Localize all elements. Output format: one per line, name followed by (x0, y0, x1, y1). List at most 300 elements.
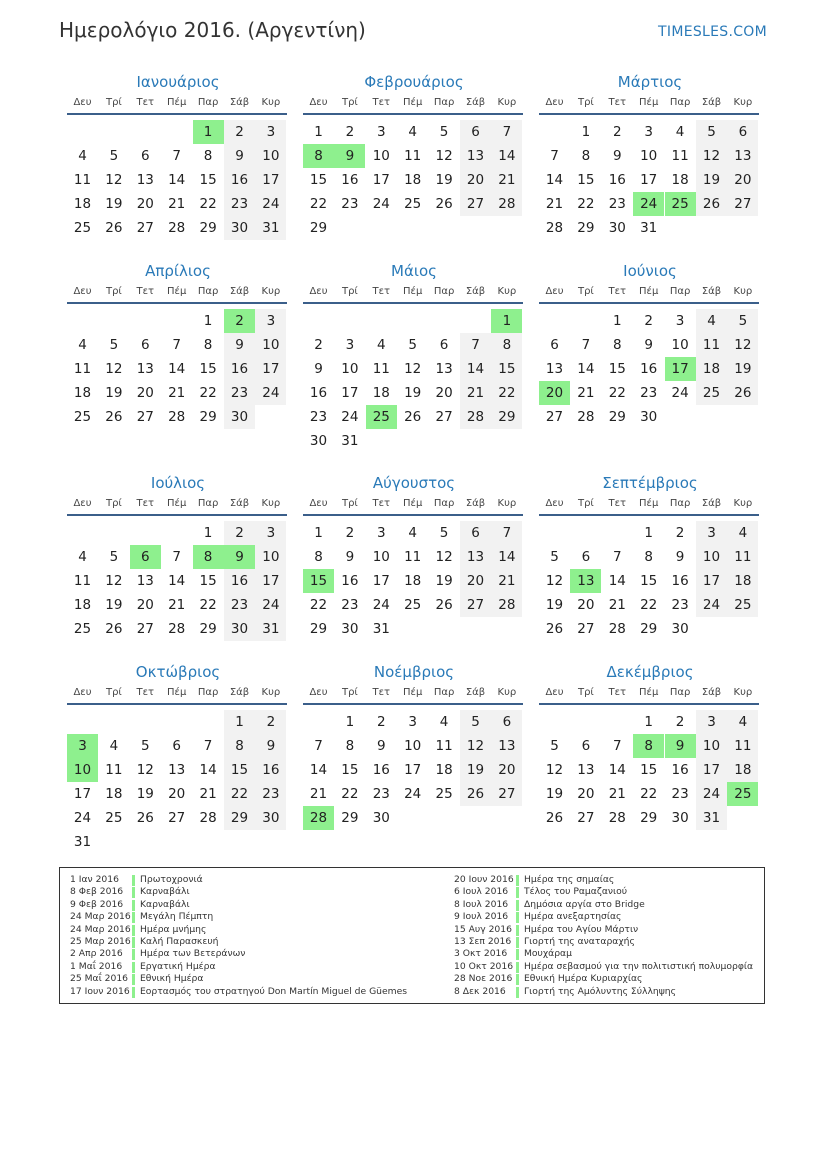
day-cell: 1 (314, 124, 323, 140)
day-cell: 10 (255, 333, 286, 357)
day-cell: 9 (255, 734, 286, 758)
weekday-label: Σάβ (229, 286, 250, 297)
day-cell: 14 (168, 573, 186, 589)
weekday-label: Τετ (372, 498, 391, 509)
holiday-color-marker (516, 974, 519, 985)
day-cell: 26 (696, 192, 727, 216)
day-cell: 12 (727, 333, 758, 357)
legend-holiday-name: Μουχάραμ (524, 948, 572, 960)
holiday-day-cell: 8 (303, 144, 334, 168)
day-cell: 3 (408, 714, 417, 730)
day-cell: 18 (671, 172, 689, 188)
day-cell: 14 (460, 357, 491, 381)
day-cell: 13 (168, 762, 186, 778)
day-cell: 30 (671, 810, 689, 826)
day-cell: 21 (168, 597, 186, 613)
day-cell: 27 (136, 621, 154, 637)
day-cell: 3 (644, 124, 653, 140)
day-cell: 18 (727, 758, 758, 782)
day-cell: 23 (671, 786, 689, 802)
day-cell: 2 (675, 714, 685, 730)
weekday-label: Σάβ (465, 687, 486, 698)
day-cell: 2 (314, 337, 323, 353)
day-cell: 25 (696, 381, 727, 405)
holiday-color-marker (516, 900, 519, 911)
holiday-day-cell: 2 (224, 309, 255, 333)
header-rule (303, 302, 523, 304)
day-cell: 28 (199, 810, 217, 826)
legend-date: 20 Ιουν 2016 (454, 874, 514, 885)
day-cell: 22 (199, 196, 217, 212)
day-cell: 9 (613, 148, 622, 164)
day-cell: 13 (435, 361, 453, 377)
day-cell: 28 (608, 621, 626, 637)
day-cell: 23 (640, 385, 658, 401)
day-cell: 9 (224, 333, 255, 357)
day-cell: 24 (404, 786, 422, 802)
day-cell: 8 (224, 734, 255, 758)
weekday-label: Παρ (197, 286, 219, 297)
holiday-color-marker (132, 974, 135, 985)
weekday-label: Κυρ (733, 286, 753, 297)
holiday-day-cell: 6 (130, 545, 161, 569)
day-cell: 17 (372, 573, 390, 589)
day-cell: 16 (372, 762, 390, 778)
day-cell: 17 (696, 569, 727, 593)
day-cell: 4 (78, 549, 87, 565)
day-cell: 8 (644, 549, 653, 565)
day-cell: 4 (727, 710, 758, 734)
weekday-label: Δευ (309, 687, 328, 698)
day-cell: 11 (671, 148, 689, 164)
day-cell: 16 (671, 573, 689, 589)
day-cell: 29 (199, 220, 217, 236)
day-cell: 30 (255, 806, 286, 830)
day-cell: 19 (545, 597, 564, 613)
day-cell: 1 (644, 714, 653, 730)
legend-holiday-name: Ημέρα σεβασμού για την πολιτιστική πολυμορφία (524, 960, 754, 972)
day-cell: 18 (435, 762, 453, 778)
day-cell: 6 (550, 337, 559, 353)
day-cell: 28 (545, 220, 564, 236)
day-cell: 19 (105, 385, 123, 401)
day-cell: 24 (696, 782, 727, 806)
day-cell: 8 (345, 738, 355, 754)
legend-date: 15 Αυγ 2016 (454, 923, 512, 935)
holiday-day-cell: 1 (491, 309, 522, 333)
legend-date: 17 Ιουν 2016 (70, 985, 130, 997)
day-cell: 31 (696, 806, 727, 830)
day-cell: 28 (491, 192, 522, 216)
day-cell: 6 (581, 549, 591, 565)
day-cell: 5 (439, 124, 449, 140)
holiday-day-cell: 9 (665, 734, 696, 758)
day-cell: 19 (136, 786, 154, 802)
legend-holiday-name: Εθνική Ημέρα Κυριαρχίας (524, 973, 643, 985)
weekday-label: Παρ (433, 286, 455, 297)
month-name: Μάιος (391, 262, 437, 280)
holiday-day-cell: 25 (665, 192, 696, 216)
weekday-label: Σάβ (465, 286, 486, 297)
month-name: Ιανουάριος (136, 73, 220, 91)
weekday-label: Σάβ (229, 97, 250, 108)
legend-holiday-name: Εργατική Ημέρα (140, 960, 216, 972)
day-cell: 19 (545, 786, 564, 802)
day-cell: 6 (491, 710, 522, 734)
weekday-label: Κυρ (261, 687, 281, 698)
day-cell: 18 (105, 786, 123, 802)
weekday-label: Παρ (433, 97, 455, 108)
day-cell: 31 (372, 621, 390, 637)
weekday-label: Τετ (608, 97, 627, 108)
month-name: Ιούλιος (150, 474, 206, 492)
holiday-day-cell: 24 (633, 192, 664, 216)
legend-date: 9 Ιουλ 2016 (454, 911, 509, 923)
day-cell: 11 (435, 738, 453, 754)
legend-date: 3 Οκτ 2016 (454, 948, 508, 960)
weekday-label: Κυρ (261, 498, 281, 509)
day-cell: 23 (372, 786, 390, 802)
day-cell: 14 (491, 144, 522, 168)
day-cell: 19 (404, 385, 422, 401)
legend-holiday-name: Ημέρα ανεξαρτησίας (524, 911, 622, 923)
day-cell: 20 (136, 196, 154, 212)
holiday-color-marker (132, 937, 135, 948)
day-cell: 14 (608, 573, 626, 589)
header-rule (303, 703, 523, 705)
day-cell: 20 (136, 597, 154, 613)
day-cell: 15 (199, 172, 217, 188)
day-cell: 1 (613, 313, 622, 329)
weekday-label: Τρί (577, 97, 594, 108)
weekday-label: Τετ (608, 687, 627, 698)
day-cell: 16 (255, 758, 286, 782)
day-cell: 5 (109, 337, 119, 353)
day-cell: 19 (460, 758, 491, 782)
month-name: Φεβρουάριος (364, 73, 464, 91)
day-cell: 28 (577, 409, 595, 425)
day-cell: 16 (224, 357, 255, 381)
day-cell: 27 (577, 810, 595, 826)
day-cell: 17 (404, 762, 422, 778)
day-cell: 21 (309, 786, 328, 802)
day-cell: 8 (203, 337, 213, 353)
legend-holiday-name: Ημέρα του Αγίου Μάρτιν (524, 923, 639, 935)
day-cell: 10 (671, 337, 689, 353)
day-cell: 9 (314, 361, 323, 377)
day-cell: 21 (491, 168, 522, 192)
holiday-color-marker (132, 987, 135, 998)
month-name: Απρίλιος (145, 262, 211, 280)
day-cell: 3 (255, 309, 286, 333)
weekday-label: Κυρ (261, 286, 281, 297)
weekday-label: Δευ (545, 286, 564, 297)
day-cell: 20 (577, 786, 595, 802)
day-cell: 1 (224, 710, 255, 734)
legend-holiday-name: Δημόσια αργία στο Bridge (524, 898, 645, 910)
day-cell: 10 (255, 144, 286, 168)
page-title: Ημερολόγιο 2016. (Αργεντίνη) (59, 18, 366, 42)
month-name: Σεπτέμβριος (602, 474, 698, 492)
day-cell: 27 (577, 621, 595, 637)
day-cell: 20 (577, 597, 595, 613)
day-cell: 30 (224, 216, 255, 240)
day-cell: 10 (640, 148, 658, 164)
month-name: Αύγουστος (372, 474, 456, 492)
day-cell: 26 (460, 782, 491, 806)
weekday-label: Πέμ (639, 286, 659, 297)
weekday-label: Τρί (577, 498, 594, 509)
day-cell: 11 (73, 573, 92, 589)
weekday-label: Κυρ (497, 97, 517, 108)
header-rule (539, 514, 759, 516)
day-cell: 15 (640, 573, 658, 589)
day-cell: 5 (550, 549, 559, 565)
day-cell: 28 (460, 405, 491, 429)
day-cell: 13 (460, 144, 491, 168)
day-cell: 7 (491, 521, 522, 545)
weekday-label: Παρ (669, 286, 691, 297)
holiday-color-marker (132, 925, 135, 936)
day-cell: 2 (345, 525, 355, 541)
day-cell: 21 (491, 569, 522, 593)
day-cell: 21 (168, 385, 186, 401)
day-cell: 17 (640, 172, 658, 188)
holiday-day-cell: 25 (727, 782, 758, 806)
day-cell: 16 (341, 172, 359, 188)
legend-date: 24 Μαρ 2016 (70, 923, 131, 935)
day-cell: 15 (224, 758, 255, 782)
day-cell: 16 (608, 172, 626, 188)
day-cell: 16 (309, 385, 328, 401)
weekday-label: Τρί (341, 687, 358, 698)
day-cell: 3 (255, 521, 286, 545)
legend-date: 1 Ιαν 2016 (70, 874, 119, 885)
day-cell: 17 (372, 172, 390, 188)
day-cell: 12 (105, 573, 123, 589)
day-cell: 9 (224, 144, 255, 168)
day-cell: 7 (491, 120, 522, 144)
day-cell: 24 (255, 381, 286, 405)
header-rule (539, 302, 759, 304)
day-cell: 23 (608, 196, 626, 212)
day-cell: 14 (545, 172, 564, 188)
legend-date: 2 Απρ 2016 (70, 948, 123, 960)
weekday-label: Σάβ (701, 687, 722, 698)
legend-date: 10 Οκτ 2016 (454, 960, 514, 972)
weekday-label: Τετ (136, 498, 155, 509)
day-cell: 23 (341, 196, 359, 212)
day-cell: 17 (255, 569, 286, 593)
day-cell: 7 (314, 738, 323, 754)
day-cell: 23 (224, 381, 255, 405)
brand-logo[interactable]: TIMESLES.COM (658, 24, 767, 40)
legend-holiday-name: Εθνική Ημέρα (140, 973, 204, 985)
day-cell: 21 (545, 196, 564, 212)
day-cell: 25 (105, 810, 123, 826)
day-cell: 29 (309, 621, 328, 637)
weekday-label: Τρί (341, 498, 358, 509)
day-cell: 26 (404, 409, 422, 425)
day-cell: 3 (696, 521, 727, 545)
weekday-label: Δευ (545, 498, 564, 509)
day-cell: 30 (608, 220, 626, 236)
day-cell: 25 (435, 786, 453, 802)
day-cell: 27 (460, 192, 491, 216)
day-cell: 29 (309, 220, 328, 236)
day-cell: 30 (224, 617, 255, 641)
day-cell: 24 (671, 385, 689, 401)
weekday-label: Κυρ (497, 286, 517, 297)
holiday-day-cell: 1 (193, 120, 224, 144)
day-cell: 22 (608, 385, 626, 401)
day-cell: 23 (224, 192, 255, 216)
weekday-label: Πέμ (167, 97, 187, 108)
day-cell: 11 (73, 361, 92, 377)
day-cell: 22 (640, 597, 658, 613)
day-cell: 14 (491, 545, 522, 569)
day-cell: 29 (341, 810, 359, 826)
day-cell: 12 (105, 361, 123, 377)
day-cell: 24 (372, 597, 390, 613)
legend-date: 13 Σεπ 2016 (454, 935, 512, 947)
weekday-label: Δευ (309, 286, 328, 297)
holiday-day-cell: 20 (539, 381, 570, 405)
weekday-label: Τετ (608, 286, 627, 297)
legend-holiday-name: Καρναβάλι (140, 898, 190, 910)
day-cell: 28 (608, 810, 626, 826)
holiday-day-cell: 9 (224, 545, 255, 569)
day-cell: 31 (341, 433, 359, 449)
day-cell: 22 (341, 786, 359, 802)
day-cell: 16 (341, 573, 359, 589)
day-cell: 26 (727, 381, 758, 405)
day-cell: 5 (439, 525, 449, 541)
day-cell: 15 (199, 361, 217, 377)
legend-date: 1 Μαΐ 2016 (70, 960, 123, 972)
day-cell: 7 (172, 337, 181, 353)
day-cell: 20 (460, 168, 491, 192)
month-name: Ιούνιος (623, 262, 677, 280)
day-cell: 19 (435, 573, 453, 589)
legend-holiday-name: Γιορτή της αναταραχής (524, 935, 635, 947)
day-cell: 15 (640, 762, 658, 778)
weekday-label: Πέμ (639, 687, 659, 698)
day-cell: 13 (577, 762, 595, 778)
weekday-label: Δευ (73, 97, 92, 108)
weekday-label: Πέμ (403, 498, 423, 509)
legend-holiday-name: Καλή Παρασκευή (140, 935, 219, 947)
weekday-label: Τρί (105, 97, 122, 108)
day-cell: 3 (345, 337, 355, 353)
holiday-day-cell: 13 (570, 569, 601, 593)
day-cell: 3 (675, 313, 685, 329)
day-cell: 10 (696, 545, 727, 569)
header-rule (539, 113, 759, 115)
holiday-color-marker (516, 925, 519, 936)
day-cell: 31 (255, 216, 286, 240)
weekday-label: Σάβ (701, 286, 722, 297)
day-cell: 26 (105, 220, 123, 236)
month-name: Οκτώβριος (135, 663, 221, 681)
day-cell: 18 (73, 597, 92, 613)
day-cell: 11 (372, 361, 390, 377)
weekday-label: Παρ (669, 97, 691, 108)
holiday-color-marker (132, 949, 135, 960)
weekday-label: Τετ (372, 687, 391, 698)
weekday-label: Πέμ (639, 97, 659, 108)
day-cell: 18 (404, 573, 422, 589)
day-cell: 10 (372, 148, 390, 164)
day-cell: 7 (203, 738, 213, 754)
day-cell: 11 (727, 545, 758, 569)
weekday-label: Σάβ (229, 498, 250, 509)
day-cell: 2 (224, 521, 255, 545)
day-cell: 6 (172, 738, 181, 754)
day-cell: 7 (460, 333, 491, 357)
holiday-color-marker (516, 937, 519, 948)
day-cell: 30 (341, 621, 359, 637)
header-rule (67, 703, 287, 705)
weekday-label: Δευ (73, 687, 92, 698)
weekday-label: Τετ (136, 687, 155, 698)
day-cell: 11 (404, 549, 422, 565)
weekday-label: Κυρ (733, 498, 753, 509)
day-cell: 27 (460, 593, 491, 617)
header-rule (303, 113, 523, 115)
day-cell: 15 (199, 573, 217, 589)
weekday-label: Πέμ (167, 687, 187, 698)
legend-holiday-name: Μεγάλη Πέμπτη (140, 911, 214, 923)
day-cell: 4 (439, 714, 449, 730)
weekday-label: Παρ (197, 687, 219, 698)
day-cell: 8 (203, 148, 213, 164)
day-cell: 27 (545, 409, 564, 425)
day-cell: 14 (577, 361, 595, 377)
holiday-day-cell: 17 (665, 357, 696, 381)
weekday-label: Σάβ (465, 498, 486, 509)
day-cell: 26 (435, 597, 453, 613)
legend-holiday-name: Ημέρα των Βετεράνων (140, 948, 246, 960)
day-cell: 14 (199, 762, 217, 778)
day-cell: 11 (727, 734, 758, 758)
day-cell: 20 (136, 385, 154, 401)
holiday-color-marker (516, 912, 519, 923)
day-cell: 21 (577, 385, 595, 401)
weekday-label: Κυρ (733, 97, 753, 108)
day-cell: 2 (644, 313, 653, 329)
day-cell: 12 (696, 144, 727, 168)
day-cell: 12 (435, 549, 453, 565)
day-cell: 19 (727, 357, 758, 381)
day-cell: 16 (671, 762, 689, 778)
header-rule (67, 113, 287, 115)
header-rule (539, 703, 759, 705)
day-cell: 4 (408, 525, 417, 541)
day-cell: 12 (136, 762, 154, 778)
day-cell: 26 (136, 810, 154, 826)
day-cell: 8 (613, 337, 622, 353)
day-cell: 5 (109, 148, 119, 164)
day-cell: 20 (460, 569, 491, 593)
legend-holiday-name: Καρναβάλι (140, 886, 190, 898)
day-cell: 15 (577, 172, 595, 188)
day-cell: 27 (727, 192, 758, 216)
day-cell: 26 (545, 810, 564, 826)
day-cell: 18 (404, 172, 422, 188)
weekday-label: Τρί (577, 286, 594, 297)
day-cell: 17 (255, 168, 286, 192)
